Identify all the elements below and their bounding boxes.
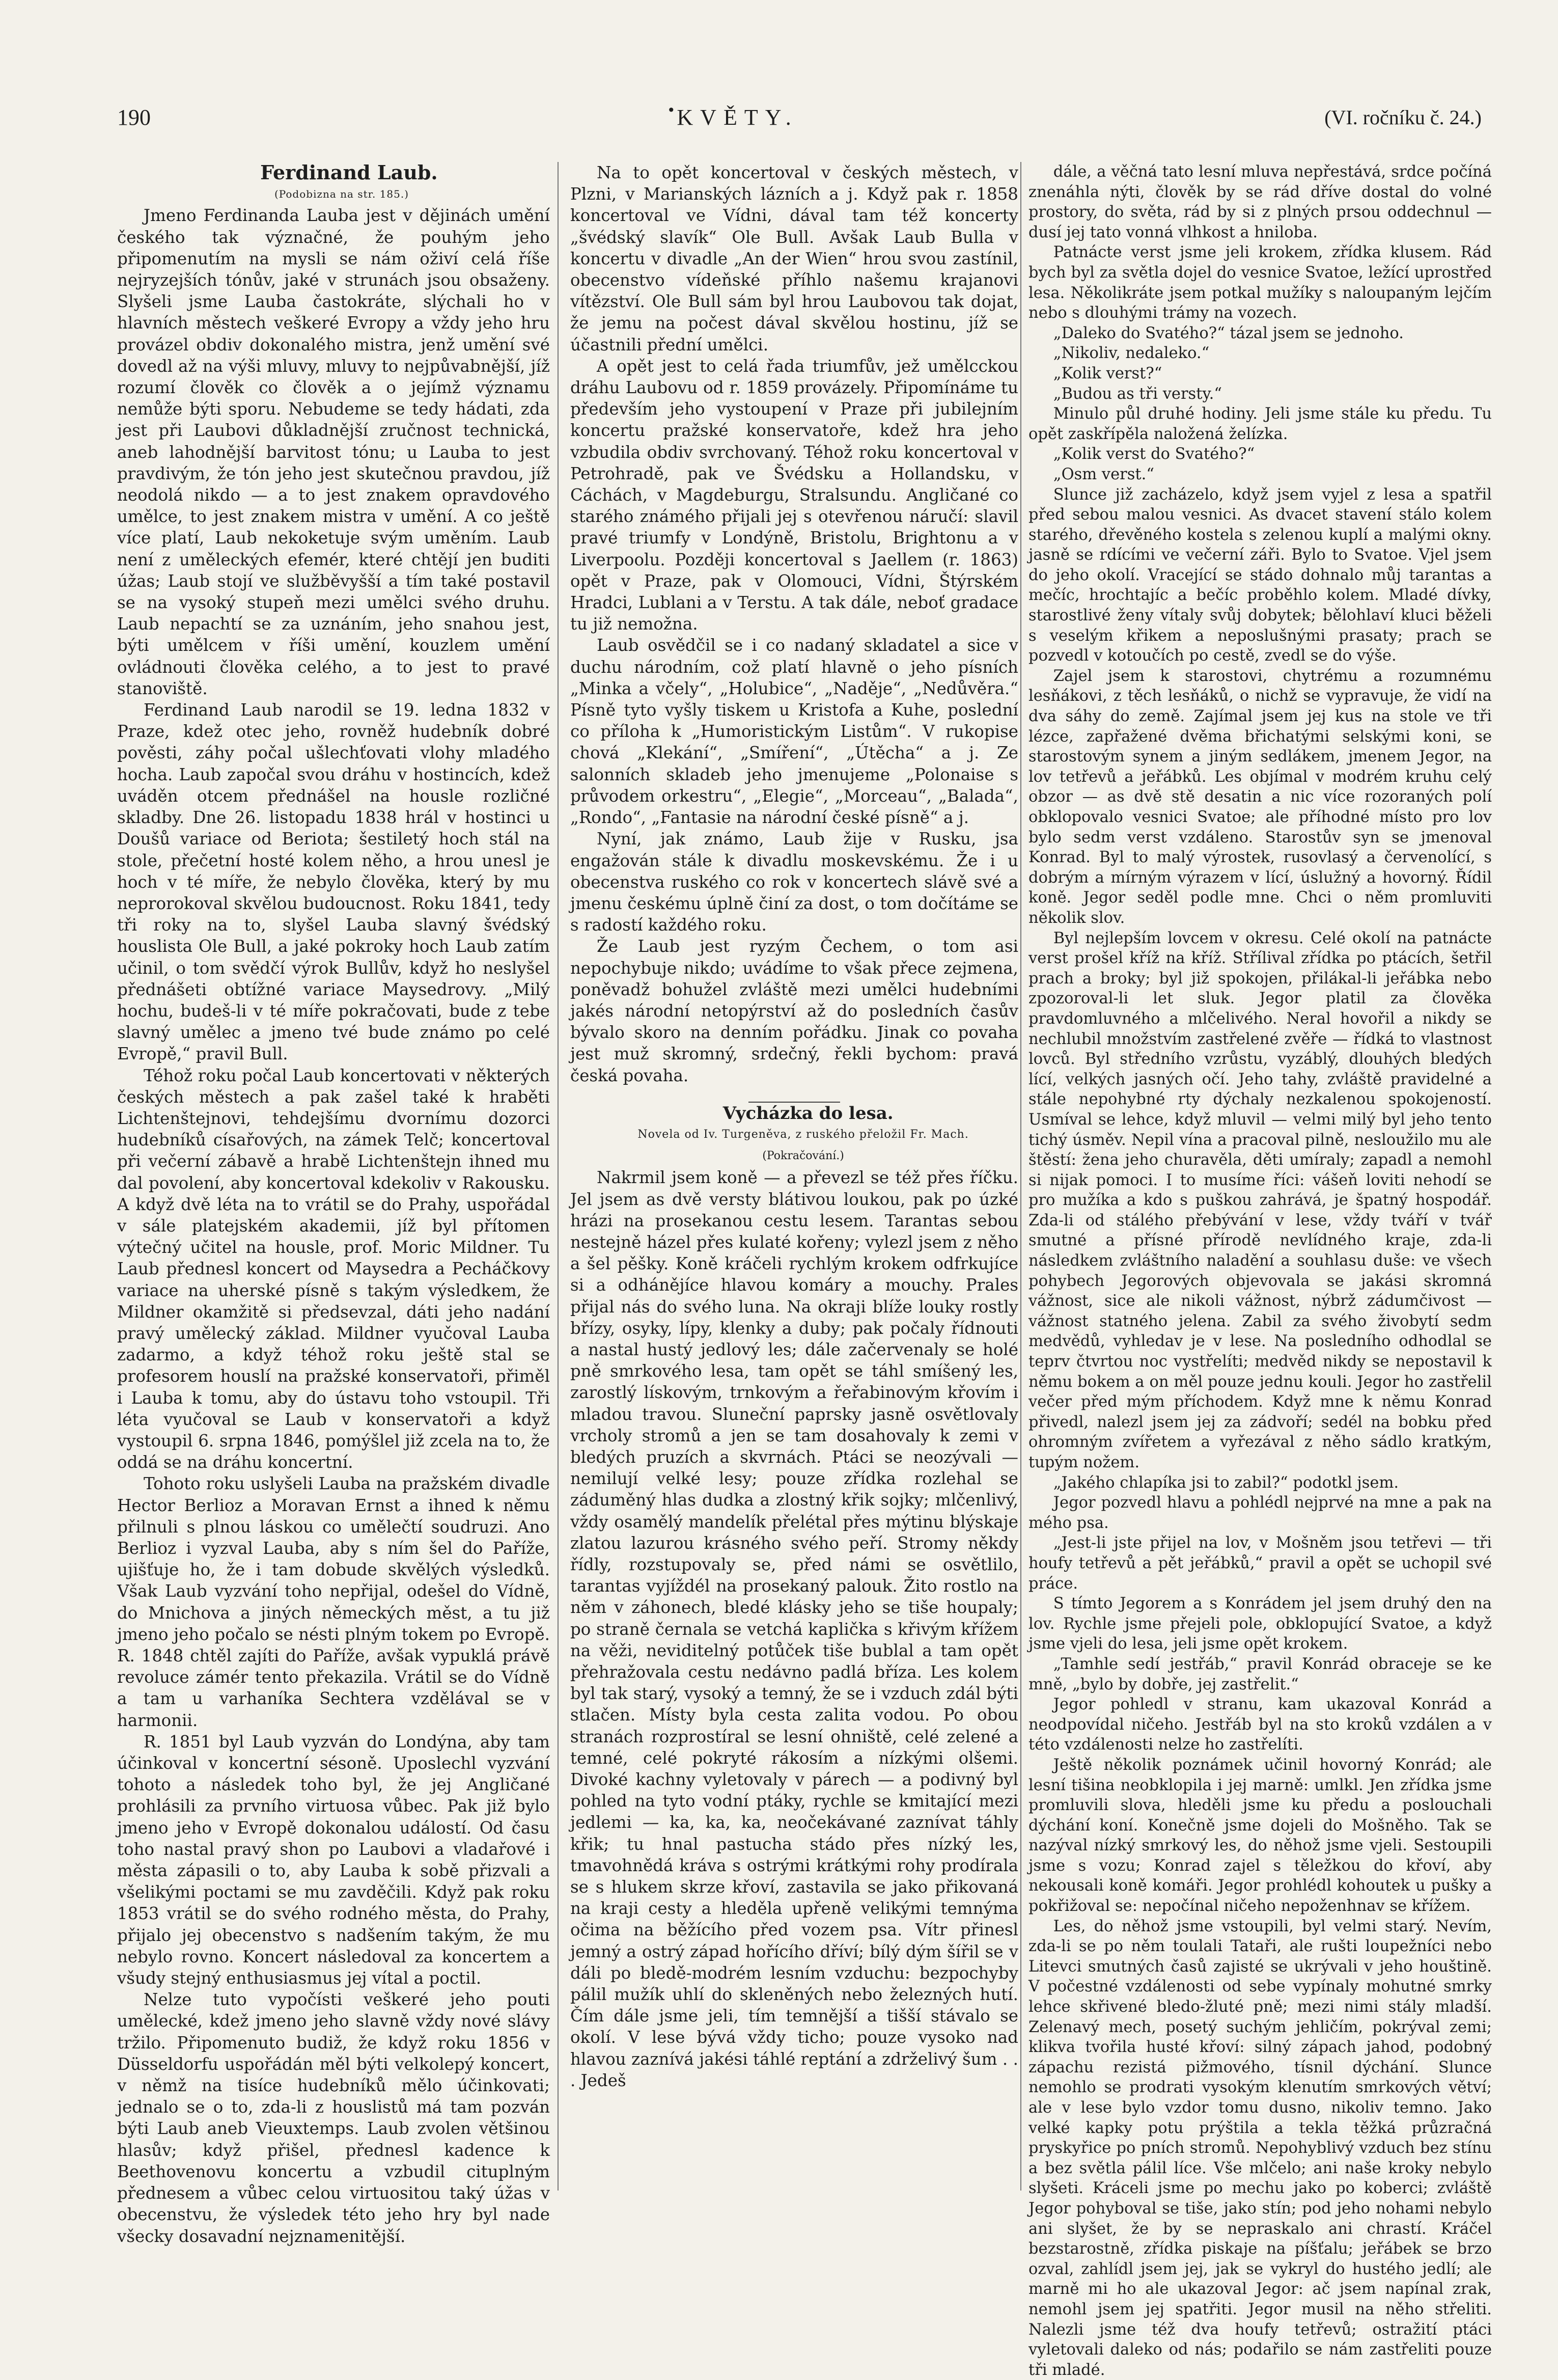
story-paragraph: Ještě několik poznámek učinil hovorný Konrád; ale lesní tišina neobklopila i jej marně: umlkl. Jen zřídka jsme promluvili slova, hleděli jsme ku předu a poslouchali dýchání koní. Konečně jsme dojeli do Mošněho. Tak se nazýval nízký smrkový les, do něhož jsme vjeli. Sestoupili jsme s vozu; Konrad zajel s těležkou do křoví, aby nekousali koně komáři. Jegor prohlédl kohoutek u pušky a pokřižoval se: nepočínal ničeho nepoženhnav se křížem. xyxy=(1028,1756,1492,1916)
story-paragraph: „Kolik verst?“ xyxy=(1053,364,1162,382)
story-continued-note: (Pokračování.) xyxy=(762,1150,844,1163)
story-paragraph: dále, a věčná tato lesní mluva nepřestává, srdce počíná znenáhla nýti, člověk by se rád dříve dostal do volné prostory, do světa, rád by si z plných prsou oddechnul — dusí jej tato vonná vlhkost a hniloba. xyxy=(1028,163,1492,241)
article-paragraph: R. 1851 byl Laub vyzván do Londýna, aby tam účinkoval v koncertní sésoně. Uposlechl vyzvání tohoto a následek toho byl, že jej Angličané prohlásili za prvního virtuosa vůbec. Pak již bylo jmeno jeho v Evropě dokonalou událostí. Od času toho nastal pravý shon po Laubovi a vladařové i města zápasili o to, aby Lauba k sobě přizvali a všelikými poctami se mu zavděčili. Když pak roku 1853 vrátil se do svého rodného města, do Prahy, přijalo jej obecenstvo s nadšením takým, že mu nebylo rovno. Koncert následoval za koncertem a všudy stejný enthusiasmus jej vítal a poctil. xyxy=(117,1732,550,1988)
story-paragraph: „Daleko do Svatého?“ tázal jsem se jednoho. xyxy=(1053,324,1404,342)
column-3 xyxy=(1028,162,1492,2379)
column-rule-2 xyxy=(1020,162,1021,2191)
issue-info: (VI. ročníku č. 24.) xyxy=(1324,105,1482,129)
story-paragraph: Byl nejlepším lovcem v okresu. Celé okolí na patnácte verst prošel kříž na kříž. Střílival zřídka po ptácích, šetřil prach a broky; byl již spokojen, přilákal-li jeřábka nebo zpozoroval-li let sluk. Jegor platil za člověka pravdomluvného a mlčelivého. Neral hovořil a nikdy se nechlubil množstvím zastřelené zvěře — řídká to vlastnost lovců. Byl středního vzrůstu, vyzáblý, dlouhých bledých lící, velkých jasných očí. Jeho tahy, zvláště pravidelné a stále nepohybné rty dýchaly nezkalenou spokojeností. Usmíval se lehce, když mluvil — velmi milý byl jeho tento tichý úsměv. Nepil vína a pracoval pilně, nesloužilo mu ale štěstí: žena jeho churavěla, děti umíraly; zapadl a nemohl si nijak pomoci. I to musíme říci: vášeň loviti nehodí se pro mužíka a kdo s puškou zahrává, je špatný hospodář. Zda-li od stálého přebývání v lese, vždy tváří v tvář smutné a přísné přírodě nevlídného kraje, zda-li následkem zvláštního naladění a souhlasu duše: ve všech pohybech Jegorových objevovala se jakási skromná vážnost, sice ale nikoli vážnost, nýbrž zádumčivost — vážnost statného jelena. Zabil za svého živobytí sedm medvědů, vyhledav je v lese. Na posledního odhodlal se teprv čtvrtou noc vystřelíti; medvěd nikdy se nepostavil k němu bokem a on měl pouze jednu kouli. Jegor ho zastřelil večer před mým příchodem. Když mne k němu Konrad přivedl, nalezl jsem jej za zádvoří; sedél na bobku před ohromným zvířetem a vyřezával z něho sádlo kratkým, tupým nožem. xyxy=(1028,929,1492,1471)
story-paragraph: Les, do něhož jsme vstoupili, byl velmi starý. Nevím, zda-li se po něm toulali Tataři, ale rušti loupežníci nebo Litevci smutných časů zajisté se ukrývali v jeho houštině. V počestné vzdálenosti od sebe vypínaly mohutné smrky lehce skřivené bledo-žluté pně; mezi nimi stály mladší. Zelenavý mech, posetý suchým jehličím, pokrýval zemi; klikva tvořila husté křoví: silný zápach jahod, podobný zápachu rezistá pižmového, tísnil dýchání. Slunce nemohlo se prodrati vysokým klenutím smrkových větví; ale v lese bylo vzdor tomu dusno, nikoliv temno. Jako velké kapky potu prýštila a tekla těžká průzračná pryskyřice po pních stromů. Nepohyblivý vzduch bez stínu a bez světla pálil líce. Vše mlčelo; ani naše kroky nebylo slyšeti. Kráceli jsme po mechu jako po koberci; zvláště Jegor pohyboval se tiše, jako stín; pod jeho nohami nebylo ani slyšet, že by se nepraskalo ani chrastí. Kráčel bezstarostně, zřídka piskaje na píšťalu; jeřábek se brzo ozval, zahlídl jsem jej, jak se vykryl do hustého jedlí; ale marně mi ho ale ukazoval Jegor: ač jsem napínal zrak, nemohl jsem jej spatřiti. Jegor musil na něho střeliti. Nalezli jsme též dva houfy tetřevů; ostražití ptáci vyletovali daleko od nás; podařilo se nám zastřeliti pouze tři mladé. xyxy=(1028,1917,1492,2379)
article-paragraph: Na to opět koncertoval v českých městech, v Plzni, v Marianských lázních a j. Když pak r. 1858 koncertoval ve Vídni, dával tam též koncerty „švédský slavík“ Ole Bull. Avšak Laub Bulla v koncertu v divadle „An der Wien“ hrou svou zastínil, obecenstvo vídeňské příhlo našemu krajanovi vítězství. Ole Bull sám byl hrou Laubovou tak dojat, že jemu na počest dával skvělou hostinu, jíž se účastnili přední umělci. xyxy=(570,163,1018,354)
column-rule-1 xyxy=(558,162,559,2191)
article-paragraph: Jmeno Ferdinanda Lauba jest v dějinách umění českého tak význačné, že pouhým jeho připomenutím na mysli se nám oživí celá říše nejryzejších tónův, jaké v strunách jsou obsaženy. Slyšeli jsme Lauba častokráte, slýchali ho v hlavních městech veškeré Evropy a vždy jeho hru provázel obdiv dokonalého mistra, jenž umění své dovedl až na výši mluvy, mluvy to nejpůvabnější, jíž rozumí člověk co člověk a o jejímž významu nemůže býti sporu. Nebudeme se tedy hádati, zda jest při Laubovi důkladnější zručnost technická, aneb lahodnější barvitost tónu; u Lauba to jest pravdivým, že tón jeho jest skutečnou pravdou, jíž neodolá nikdo — a to jest znakem opravdového umělce, to jest znakem mistra v umění. A co ještě více platí, Laub nekoketuje svým uměním. Laub není z uměleckých efemér, které chtějí jen buditi úžas; Laub stojí ve služběvyšší a tím také postavil se na vysoký stupeň mezi umělci svého druhu. Laub nepachtí se za uznáním, jeho snahou jest, býti umělcem v říši umění, kouzlem umění ovládnouti člověka celého, a to jest to pravé stanoviště. xyxy=(117,206,550,698)
column-1 xyxy=(117,161,550,2246)
story-paragraph: „Nikoliv, nedaleko.“ xyxy=(1053,344,1210,363)
story-paragraph: „Kolik verst do Svatého?“ xyxy=(1053,445,1255,463)
article-paragraph: Ferdinand Laub narodil se 19. ledna 1832 v Praze, kdež otec jeho, rovněž hudebník dobré pověsti, záhy počal ušlechťovati vlohy mladého hocha. Laub započal svou dráhu v hostincích, kdež uváděn otcem přednášel na housle rozličné skladby. Dne 26. listopadu 1838 hrál v hostinci u Doušů variace od Beriota; šestiletý hoch stál na stole, přečetní hosté kolem něho, a hrou unesl je hoch v té míře, že nebylo člověka, který by mu neprorokoval skvělou budoucnost. Roku 1841, tedy tři roky na to, slyšel Lauba slavný švédský houslista Ole Bull, a jaké pokroky hoch Laub zatím učinil, o tom svědčí výrok Bullův, když ho neslyšel přednášeti obtížné variace Maysedrovy. „Milý hochu, budeš-li v té míře pokračovati, bude z tebe slavný umělec a jmeno tvé bude známo po celé Evropě,“ pravil Bull. xyxy=(117,700,550,1064)
story-paragraph: „Jest-li jste přijel na lov, v Mošněm jsou tetřevi — tři houfy tetřevů a pět jeřábků,“ pravil a opět se uchopil své práce. xyxy=(1028,1534,1492,1593)
article-paragraph: Laub osvědčil se i co nadaný skladatel a sice v duchu národním, což platí hlavně o jeho písních „Minka a včely“, „Holubice“, „Naděje“, „Nedůvěra.“ Písně tyto vyšly tiskem u Kristofa a Kuhe, poslední co příloha k „Humoristickým Listům“. V rukopise chová „Klekání“, „Smíření“, „Útěcha“ a j. Ze salonních skladeb jeho jmenujeme „Polonaise s průvodem orkestru“, „Elegie“, „Morceau“, „Balada“, „Rondo“, „Fantasie na národní české písně“ a j. xyxy=(570,636,1018,828)
article-paragraph: Nelze tuto vypočísti veškeré jeho pouti umělecké, kdež jmeno jeho slavně vždy nové slávy tržilo. Připomenuto budiž, že když roku 1856 v Düsseldorfu uspořádán měl býti velkolepý koncert, v němž na tisíce hudebníků mělo účinkovati; jednalo se o to, zda-li z houslistů má tam pozván býti Laub aneb Vieuxtemps. Laub zvolen většinou hlasův; když přišel, přednesl kadence k Beethovenovu koncertu a vzbudil cituplným přednesem a vůbec celou virtuositou taký úžas v obecenstvu, že výsledek této jeho hry byl nade všecky dosavadní nejznamenitější. xyxy=(117,1990,550,2246)
column-2 xyxy=(570,162,1018,2191)
article-paragraph: Tohoto roku uslyšeli Lauba na pražském divadle Hector Berlioz a Moravan Ernst a ihned k němu přilnuli s plnou láskou co umělečtí soudruzi. Ano Berlioz i vyzval Lauba, aby s ním šel do Paříže, ujišťuje ho, že i tam dobude skvělých výsledků. Však Laub vyzvání toho nepřijal, odešel do Vídně, do Mnichova a jiných německých měst, a tu již jmeno jeho počalo se nésti plným tokem po Evropě. R. 1848 chtěl zajíti do Paříže, avšak vypuklá právě revoluce zámér tento překazila. Vrátil se do Vídně a tam u varhaníka Sechtera vzdělával se v harmonii. xyxy=(117,1474,550,1730)
header-ornament: • xyxy=(667,102,676,119)
story-paragraph: S tímto Jegorem a s Konrádem jel jsem druhý den na lov. Rychle jsme přejeli pole, obklopující Svatoe, a když jsme vjeli do lesa, jeli jsme opět krokem. xyxy=(1028,1595,1492,1653)
story-paragraph: „Osm verst.“ xyxy=(1053,465,1154,483)
story-paragraph: Jegor pohledl v stranu, kam ukazoval Konrád a neodpovídal ničeho. Jestřáb byl na sto kroků vzdálen a v této vzdálenosti nelze ho zastřelíti. xyxy=(1028,1695,1492,1754)
article-paragraph: A opět jest to celá řada triumfův, jež umělcckou dráhu Laubovu od r. 1859 provázely. Připomínáme tu především jeho vystoupení v Praze při jubilejním koncertu pražské konservatoře, kdež hra jeho vzbudila obdiv svrchovaný. Téhož roku koncertoval v Petrohradě, pak ve Švédsku a Hollandsku, v Cáchách, v Magdeburgu, Stralsundu. Angličané co starého známého přijali jej s otevřenou náručí: slavil pravé triumfy v Londýně, Bristolu, Brightonu a v Liverpoolu. Později koncertoval s Jaellem (r. 1863) opět v Praze, pak v Olomouci, Vídni, Štýrském Hradci, Lublani a v Terstu. A tak dále, neboť gradace tu již nemožna. xyxy=(570,356,1018,634)
article-paragraph: Nyní, jak známo, Laub žije v Rusku, jsa engažován stále k divadlu moskevskému. Že i u obecenstva ruského co rok v koncertech slávě své a jmenu českému úplně činí za dost, o tom dočítáme se s radostí každého roku. xyxy=(570,829,1018,935)
article-subtitle: (Podobizna na str. 185.) xyxy=(274,188,409,201)
story-paragraph: Minulo půl druhé hodiny. Jeli jsme stále ku předu. Tu opět zaskřípěla naložená želízka. xyxy=(1028,405,1492,443)
page-number: 190 xyxy=(117,104,151,130)
story-paragraph: Zajel jsem k starostovi, chytrému a rozumnému lesňákovi, z těch lesňáků, o nichž se vypravuje, že vidí na dva sáhy do země. Zajímal jsem jej kus na stole ve tři lézce, zapřažené dvěma břichatými selskými koni, se starostovým synem a jiným sedlákem, jmenem Jegor, na lov tetřevů a jeřábků. Les objímal v modrém kruhu celý obzor — as dvě stě desatin a nic více rozoraných polí obklopovalo vesnici Svatoe; ale příhodné místo pro lov bylo sedm verst vzdáleno. Starostův syn se jmenoval Konrad. Byl to malý výrostek, rusovlasý a červenolící, s dobrým a mírným výrazem v lící, úslužný a hovorný. Řídil koně. Jegor seděl podle mne. Chci o něm promluviti několik slov. xyxy=(1028,667,1492,927)
story-paragraph: Nakrmil jsem koně — a převezl se též přes říčku. Jel jsem as dvě versty blátivou loukou, pak po úzké hrázi na prosekanou cestu lesem. Tarantas sebou nestejně házel přes kulaté kořeny; vylezl jsem z něho a šel pěšky. Koně kráčeli rychlým krokem odfrkujíce si a odhánějíce hlavou komáry a mouchy. Prales přijal nás do svého luna. Na okraji blíže louky rostly břízy, osyky, lípy, klenky a duby; pak počaly řídnouti a nastal hustý jedlový les; dále začervenaly se holé pně smrkového lesa, tam opět se táhl smíšený les, zarostlý lískovým, trnkovým a řeřabinovým křovím i mladou travou. Sluneční paprsky jasně osvětlovaly vrcholy stromů a jen se tam dosahovaly k zemi v bledých pruzích a skvrnách. Ptáci se neozývali — nemilují velké lesy; pouze zřídka rozlehal se záduměný hlas dudka a zlostný křik sojky; mlčenlivý, vždy osamělý mandelík přelétal přes mýtinu blýskaje zlatou lazurou krásného svého peří. Stromy někdy řídly, rozstupovaly se, před námi se osvětlilo, tarantas vyjíždél na prosekaný palouk. Žito rostlo na něm v záhonech, bledé klásky jeho se tiše houpaly; po straně černala se vetchá kaplička s křivým křížem na věži, neviditelný potůček tiše bublal a tam opět přehražovala cestu nedávno padlá bříza. Les kolem byl tak starý, vysoký a temný, že se i vzduch zdál býti stlačen. Místy byla cesta zalita vodou. Po obou stranách rozprostíral se lesní ohniště, celé zelené a temné, celé pokryté rákosím a nízkými olšemi. Divoké kachny vyletovaly v párech — a podivný byl pohled na tyto vodní ptáky, rychle se kmitající mezi jedlemi — ka, ka, ka, neočekávané zaznívat táhly křik; tu hnal pastucha stádo přes nízký les, tmavohnědá kráva s ostrými krátkými rohy prodírala se s hlukem skrze křoví, zastavila se jako přikovaná na kraji cesty a hleděla upřeně velikými temnýma očima na běžícího před vozem psa. Vítr přinesl jemný a ostrý západ hořícího dříví; bílý dým šířil se v dáli po bledě-modrém lesním vzduchu: bezpochyby pálil mužík uhlí do skleněných nebo železných hutí. Čím dále jsme jeli, tím temnější a tišší stávalo se okolí. V lese bývá vždy ticho; pouze vysoko nad hlavou zaznívá jakési táhlé reptání a zdrželivý šum . . . Jedeš xyxy=(570,1168,1018,2090)
story-byline: Novela od Iv. Turgeněva, z ruského přeložil Fr. Mach. xyxy=(637,1128,969,1141)
article-paragraph: Že Laub jest ryzým Čechem, o tom asi nepochybuje nikdo; uvádíme to však přece zejmena, poněvadž bohužel zvláště mezi umělci hudebními jakés národní netopýrství až do posledních časův bývalo skoro na denním pořádku. Jinak co povaha jest muž skromný, srdečný, řekli bychom: pravá česká povaha. xyxy=(570,937,1018,1085)
story-paragraph: „Jakého chlapíka jsi to zabil?“ podotkl jsem. xyxy=(1053,1473,1399,1492)
story-paragraph: „Budou as tři versty.“ xyxy=(1053,385,1222,403)
story-paragraph: Patnácte verst jsme jeli krokem, zřídka klusem. Rád bych byl za světla dojel do vesnice Svatoe, ležící uprostřed lesa. Několikráte jsem potkal mužíky s naloupaným lejčím nebo s dlouhými trámy na vozech. xyxy=(1028,243,1492,322)
magazine-title: KVĚTY. xyxy=(677,104,798,130)
story-paragraph: „Tamhle sedí jestřáb,“ pravil Konrád obraceje se ke mně, „bylo by dobře, jej zastřelit.“ xyxy=(1028,1655,1492,1693)
article-title: Ferdinand Laub. xyxy=(260,161,438,184)
article-paragraph: Téhož roku počal Laub koncertovati v některých českých městech a pak zašel také k hraběti Lichtenštejnovi, tehdejšímu dvornímu dozorci hudebníků císařových, na zámek Telč; koncertoval při večerní zábavě a hrabě Lichtenštejn ihned mu dal povolení, aby koncertoval kdekoliv v Rakousku. A když dvě léta na to vrátil se do Prahy, uspořádal v sále platejském akademii, jíž byl přítomen výtečný učitel na housle, prof. Moric Mildner. Tu Laub přednesl koncert od Maysedra a Pecháčkovy variace na uherské písně s takým výsledkem, že Mildner okamžitě si předsevzal, dáti jeho nadání pravý umělecký základ. Mildner vyučoval Lauba zadarmo, a když téhož roku ještě stal se profesorem houslí na pražské konservatoři, přiměl i Lauba k tomu, aby do ústavu toho vstoupil. Tři léta vyučoval se Laub v konservatoři a když vystoupil 6. srpna 1846, pomýšlel již zcela na to, že oddá se na dráhu koncertní. xyxy=(117,1065,550,1472)
story-paragraph: Slunce již zacházelo, když jsem vyjel z lesa a spatřil před sebou malou vesnici. As dvacet stavení stálo kolem starého, dřevěného kostela s zelenou kuplí a malými okny. jasně se rdícími ve večerní záři. Bylo to Svatoe. Vjel jsem do jeho okolí. Vracející se stádo dohnalo můj tarantas a mečíc, hrochtajíc a bečíc proběhlo kolem. Mladé dívky, starostlivé ženy vítaly svůj dobytek; bělohlaví kluci běželi s veselým křikem a neposlušnými prasaty; prach se pozvedl v kotoučích po cestě, zvedl se do výše. xyxy=(1028,485,1492,665)
story-title: Vycházka do lesa. xyxy=(722,1103,894,1124)
page-header xyxy=(117,99,1482,135)
story-paragraph: Jegor pozvedl hlavu a pohlédl nejprvé na mne a pak na mého psa. xyxy=(1028,1494,1492,1532)
